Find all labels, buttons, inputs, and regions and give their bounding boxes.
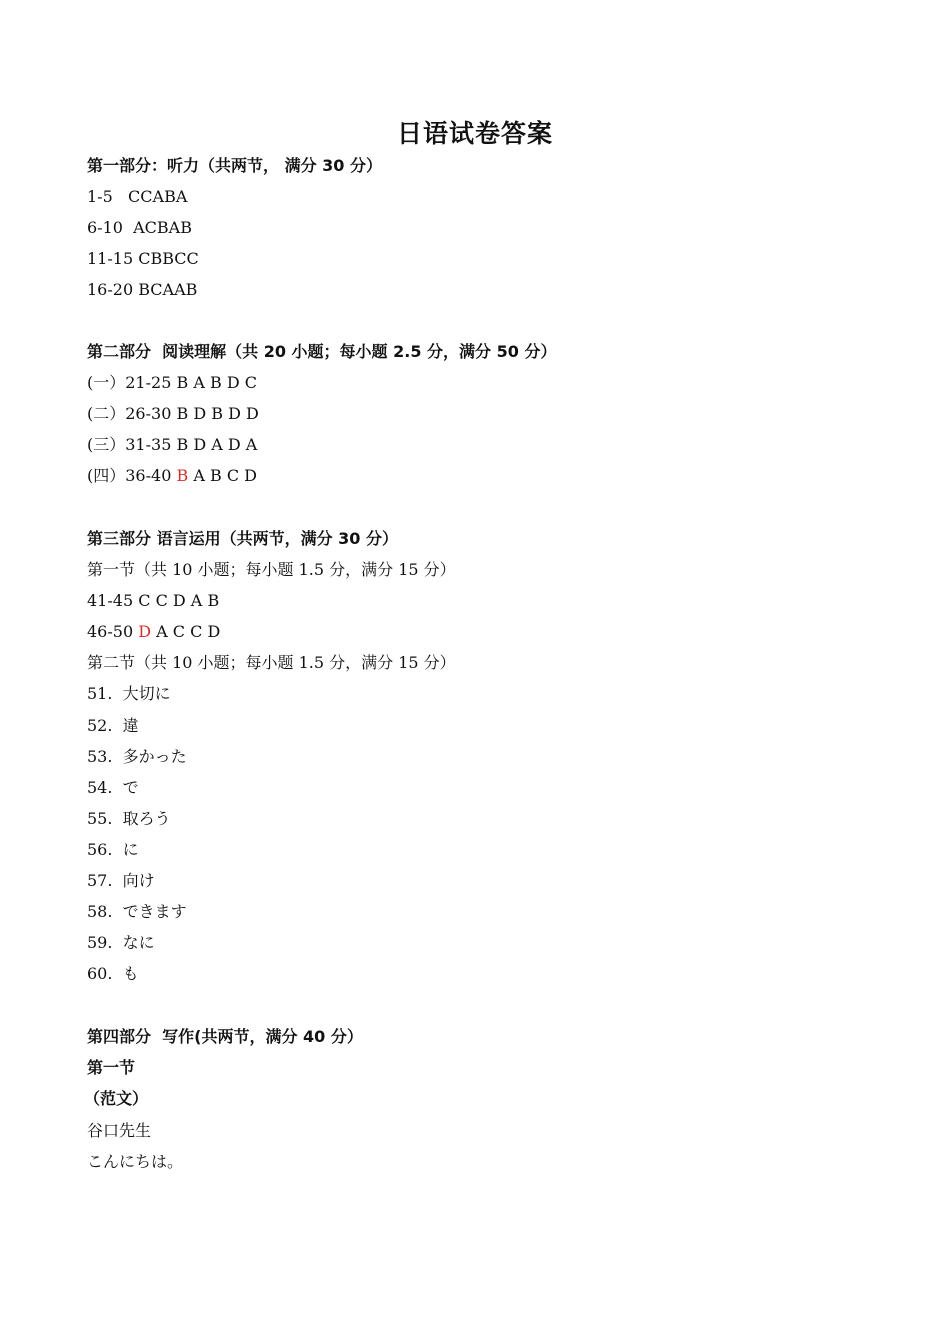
passage-label: (二） <box>87 404 126 423</box>
answer-range: 41-45 <box>87 591 134 610</box>
question-number: 60. <box>87 964 113 983</box>
fill-answer <box>87 899 187 925</box>
fill-answer <box>87 930 155 956</box>
answer-letters: C D A B <box>155 591 220 610</box>
answer-first-highlighted: B <box>176 466 189 485</box>
fill-answer <box>87 744 187 770</box>
answer-row <box>87 370 257 396</box>
question-number: 53. <box>87 747 113 766</box>
answer-text: で <box>122 778 139 797</box>
answer-text: 取ろう <box>122 809 171 828</box>
answer-text: も <box>122 964 139 983</box>
fill-answer <box>87 868 155 894</box>
answer-row <box>87 277 197 303</box>
fill-answer <box>87 806 171 832</box>
letter-salutation: 谷口先生 <box>87 1121 152 1140</box>
part3-heading: 第三部分 语言运用（共两节，满分 30 分） <box>87 529 398 548</box>
sample-label: （范文） <box>84 1089 149 1108</box>
fill-answer <box>87 681 171 707</box>
answer-row <box>87 463 257 489</box>
document-title: 日语试卷答案 <box>396 119 553 148</box>
answer-row <box>87 184 187 210</box>
answer-letters: D A D A <box>193 435 258 454</box>
question-number: 59. <box>87 933 113 952</box>
answer-text: 向け <box>122 871 155 890</box>
question-number: 56. <box>87 840 113 859</box>
answer-text: できます <box>122 902 187 921</box>
question-number: 58. <box>87 902 113 921</box>
answer-row <box>87 619 220 645</box>
answer-first-highlighted: D <box>138 622 152 641</box>
answer-letters: A B D C <box>193 373 257 392</box>
fill-answer <box>87 775 139 801</box>
answer-text: なに <box>122 933 155 952</box>
answer-range: 21-25 <box>125 373 172 392</box>
answer-letters: BCAAB <box>138 280 198 299</box>
question-number: 55. <box>87 809 113 828</box>
question-number: 54. <box>87 778 113 797</box>
answer-row <box>87 401 259 427</box>
answer-first: B <box>176 373 189 392</box>
answer-first: B <box>176 435 189 454</box>
answer-text: 多かった <box>122 747 187 766</box>
answer-row <box>87 246 199 272</box>
fill-answer <box>87 713 139 739</box>
answer-range: 16-20 <box>87 280 134 299</box>
answer-text: に <box>122 840 139 859</box>
answer-text: 違 <box>122 716 139 735</box>
answer-row <box>87 432 257 458</box>
fill-answer <box>87 837 139 863</box>
answer-range: 31-35 <box>125 435 172 454</box>
answer-first: C <box>138 591 151 610</box>
passage-label: (一） <box>87 373 126 392</box>
answer-range: 36-40 <box>125 466 172 485</box>
answer-letters: D B D D <box>193 404 259 423</box>
question-number: 51. <box>87 684 113 703</box>
part2-heading: 第二部分 阅读理解（共 20 小题；每小题 2.5 分，满分 50 分） <box>87 342 557 361</box>
question-number: 57. <box>87 871 113 890</box>
section-heading: 第一节 <box>87 1058 136 1077</box>
passage-label: (四） <box>87 466 126 485</box>
answer-letters: CCABA <box>128 187 188 206</box>
part1-heading: 第一部分：听力（共两节， 满分 30 分） <box>87 156 382 175</box>
answer-row <box>87 215 192 241</box>
answer-range: 6-10 <box>87 218 123 237</box>
part4-heading: 第四部分 写作(共两节，满分 40 分） <box>87 1027 363 1046</box>
answer-letters: CBBCC <box>138 249 199 268</box>
answer-text: 大切に <box>122 684 171 703</box>
question-number: 52. <box>87 716 113 735</box>
answer-range: 1-5 <box>87 187 113 206</box>
answer-range: 46-50 <box>87 622 134 641</box>
answer-letters: ACBAB <box>133 218 192 237</box>
section-heading: 第一节（共 10 小题；每小题 1.5 分，满分 15 分） <box>87 560 456 579</box>
letter-greeting: こんにちは。 <box>87 1152 184 1171</box>
fill-answer <box>87 961 139 987</box>
answer-range: 26-30 <box>125 404 172 423</box>
passage-label: (三） <box>87 435 126 454</box>
answer-letters: A B C D <box>193 466 257 485</box>
answer-first: B <box>176 404 189 423</box>
answer-range: 11-15 <box>87 249 134 268</box>
answer-row <box>87 588 219 614</box>
section-heading: 第二节（共 10 小题；每小题 1.5 分，满分 15 分） <box>87 653 456 672</box>
answer-letters: A C C D <box>156 622 221 641</box>
